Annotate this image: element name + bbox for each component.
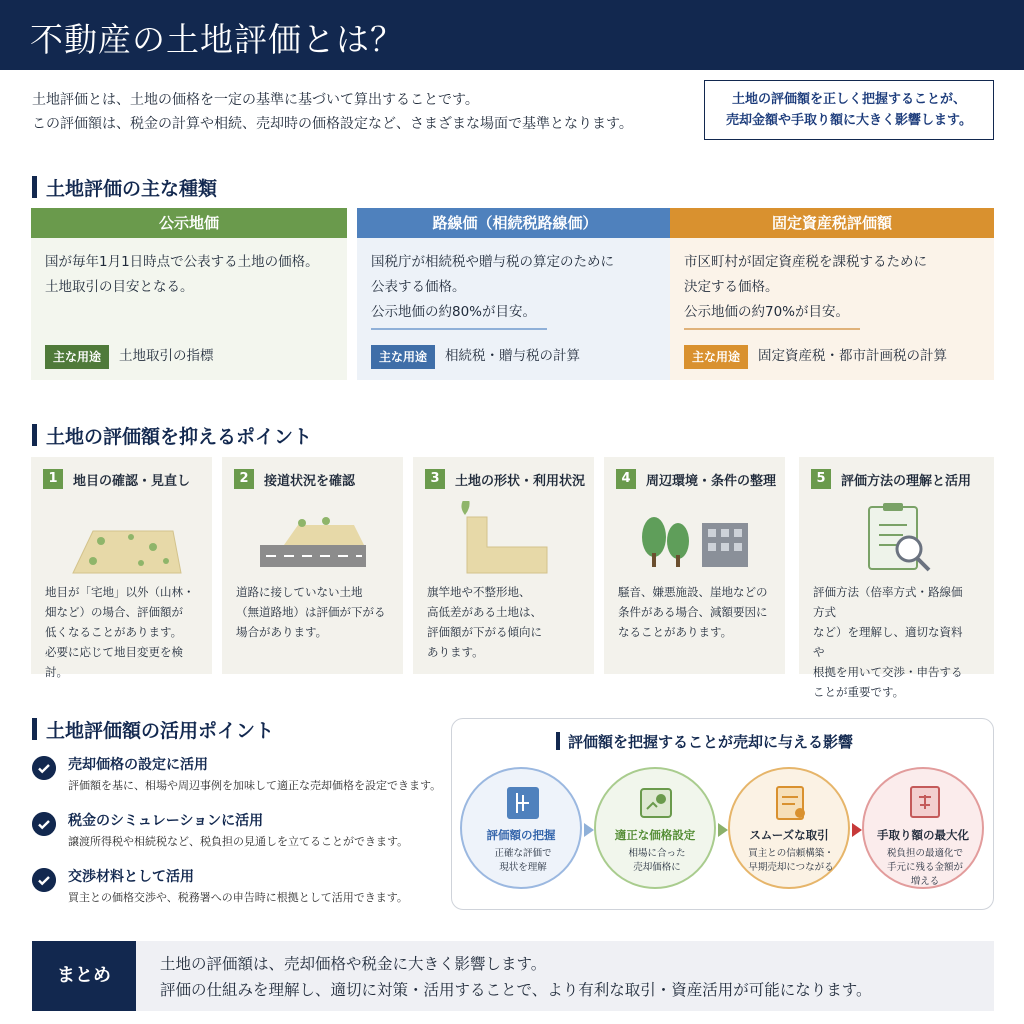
type-card-line: 公示地価の約70%が目安。: [684, 304, 850, 320]
point-card-land-shape: [413, 457, 594, 674]
point-card-title: 地目の確認・見直し: [73, 473, 191, 489]
type-card-body: [670, 238, 994, 380]
page-header: [0, 0, 1024, 70]
callout-line-1: 土地の評価額を正しく把握することが、: [731, 92, 966, 107]
impact-step-desc: [468, 847, 578, 875]
accent-underline: [684, 328, 860, 330]
map-document-icon: [503, 783, 543, 823]
usage-tag: 主な用途: [371, 345, 435, 369]
point-card-title: 評価方法の理解と活用: [841, 473, 972, 489]
point-line: 必要に応じて地目変更を検討。: [45, 645, 183, 679]
use-item-desc: 買主との価格交渉や、税務署への申告時に根拠として活用できます。: [68, 891, 408, 904]
type-card-body: [31, 238, 347, 380]
point-line: なることがあります。: [618, 625, 733, 639]
impact-step-understand: [460, 767, 582, 889]
page-title: 不動産の土地評価とは？: [30, 20, 404, 59]
impact-step-title: 評価額の把握: [486, 828, 556, 842]
type-card-title: 公示地価: [31, 208, 347, 238]
point-line: あります。: [427, 645, 484, 659]
flow-arrow-icon: [584, 823, 594, 837]
point-number-badge: 5: [811, 469, 831, 489]
impact-title: 評価額を把握することが売却に与える影響: [556, 731, 853, 752]
land-plot-icon: [31, 501, 212, 585]
intro-text: [32, 88, 633, 136]
intro-line-2: この評価額は、税金の計算や相続、売却時の価格設定など、さまざまな場面で基準となります。: [32, 116, 633, 132]
summary-line-1: 土地の評価額は、売却価格や税金に大きく影響します。: [160, 955, 547, 973]
type-card-title: 固定資産税評価額: [670, 208, 994, 238]
impact-step-line: 正確な評価で: [494, 848, 552, 859]
contract-icon: [771, 783, 811, 823]
type-card-line: 公示地価の約80%が目安。: [371, 304, 537, 320]
type-card-line: 国税庁が相続税や贈与税の算定のために: [371, 254, 614, 270]
type-card-body: [357, 238, 673, 380]
point-card-title: 接道状況を確認: [264, 473, 356, 489]
trees-and-building-icon: [604, 501, 785, 585]
point-number-badge: 1: [43, 469, 63, 489]
point-card-header: [43, 469, 190, 489]
point-line: 地目が「宅地」以外（山林・: [45, 585, 195, 599]
type-card-line: 決定する価格。: [684, 279, 779, 295]
usage-tag: 主な用途: [45, 345, 109, 369]
money-document-icon: [905, 783, 945, 823]
impact-step-pricing: [594, 767, 716, 889]
callout-line-2: 売却金額や手取り額に大きく影響します。: [726, 113, 972, 128]
summary-label: まとめ: [32, 941, 136, 1011]
point-line: など）を理解し、適切な資料や: [813, 625, 963, 659]
point-line: 低くなることがあります。: [45, 625, 183, 639]
price-map-icon: [637, 783, 677, 823]
type-card-line: 土地取引の目安となる。: [45, 279, 194, 295]
uses-section-title: 土地評価額の活用ポイント: [32, 716, 274, 743]
point-line: 場合があります。: [236, 625, 328, 639]
impact-step-line: 税負担の最適化で: [886, 848, 963, 859]
impact-step-line: 早期売却につながる: [748, 862, 834, 873]
intro-line-1: 土地評価とは、土地の価格を一定の基準に基づいて算出することです。: [32, 92, 479, 108]
point-card-road-access: [222, 457, 403, 674]
usage-tag: 主な用途: [684, 345, 748, 369]
point-card-text: [236, 582, 396, 642]
usage-text: 固定資産税・都市計画税の計算: [758, 348, 948, 364]
point-number-badge: 2: [234, 469, 254, 489]
impact-step-desc: [870, 847, 980, 889]
road-access-icon: [222, 501, 403, 585]
use-item-desc: 譲渡所得税や相続税など、税負担の見通しを立てることができます。: [68, 835, 409, 848]
summary-text: [160, 951, 871, 1003]
impact-step-smooth-deal: [728, 767, 850, 889]
impact-step-title: 手取り額の最大化: [877, 828, 969, 842]
summary-line-2: 評価の仕組みを理解し、適切に対策・活用することで、より有利な取引・資産活用が可能になります。: [160, 981, 872, 999]
point-line: ことが重要です。: [813, 685, 905, 699]
flow-arrow-icon: [852, 823, 862, 837]
type-card-usage: [371, 344, 580, 369]
type-card-route-price: [357, 208, 673, 380]
point-card-land-category: [31, 457, 212, 679]
point-card-header: [811, 469, 971, 489]
impact-step-line: 売却価格に: [633, 862, 681, 873]
point-number-badge: 3: [425, 469, 445, 489]
point-card-header: [616, 469, 776, 489]
point-card-title: 周辺環境・条件の整理: [646, 473, 777, 489]
type-card-usage: [684, 344, 947, 369]
points-section-title: 土地の評価額を抑えるポイント: [32, 422, 312, 449]
point-line: 高低差がある土地は、: [427, 605, 542, 619]
point-line: 道路に接していない土地: [236, 585, 363, 599]
check-circle-icon: [32, 812, 56, 836]
point-card-header: [425, 469, 585, 489]
point-line: 評価方法（倍率方式・路線価方式: [813, 585, 963, 619]
impact-step-title: スムーズな取引: [749, 828, 829, 842]
type-card-fixed-asset: [670, 208, 994, 380]
point-card-text: [618, 582, 778, 642]
types-section-title: 土地評価の主な種類: [32, 174, 217, 201]
point-line: 騒音、嫌悪施設、崖地などの: [618, 585, 768, 599]
use-item-desc: 評価額を基に、相場や周辺事例を加味して適正な売却価格を設定できます。: [68, 779, 442, 792]
impact-step-line: 現状を理解: [499, 862, 547, 873]
use-item-title: 税金のシミュレーションに活用: [68, 813, 264, 829]
impact-step-line: 買主との信頼構築・: [748, 848, 834, 859]
point-card-environment: [604, 457, 785, 674]
clipboard-magnifier-icon: [799, 501, 994, 585]
impact-step-maximize-proceeds: [862, 767, 984, 889]
point-number-badge: 4: [616, 469, 636, 489]
impact-step-line: 増える: [910, 876, 940, 887]
flow-arrow-icon: [718, 823, 728, 837]
impact-step-line: 手元に残る金額が: [886, 862, 963, 873]
use-item-title: 交渉材料として活用: [68, 869, 194, 885]
point-card-header: [234, 469, 355, 489]
point-card-text: [813, 582, 973, 702]
point-line: 畑など）の場合、評価額が: [45, 605, 183, 619]
point-line: （無道路地）は評価が下がる: [236, 605, 386, 619]
type-card-line: 公表する価格。: [371, 279, 466, 295]
point-card-text: [427, 582, 587, 662]
point-card-evaluation-method: [799, 457, 994, 699]
impact-step-title: 適正な価格設定: [614, 828, 696, 842]
type-card-usage: [45, 344, 214, 369]
impact-step-desc: [602, 847, 712, 875]
type-card-public-price: [31, 208, 347, 380]
flag-lot-icon: [413, 501, 594, 585]
impact-step-line: 相場に合った: [628, 848, 686, 859]
point-line: 評価額が下がる傾向に: [427, 625, 542, 639]
usage-text: 土地取引の指標: [119, 348, 214, 364]
type-card-line: 国が毎年1月1日時点で公表する土地の価格。: [45, 254, 319, 270]
point-card-title: 土地の形状・利用状況: [455, 473, 586, 489]
point-line: 旗竿地や不整形地、: [427, 585, 531, 599]
point-line: 条件がある場合、減額要因に: [618, 605, 768, 619]
type-card-title: 路線価（相続税路線価）: [357, 208, 673, 238]
point-card-text: [45, 582, 205, 682]
accent-underline: [371, 328, 547, 330]
check-circle-icon: [32, 756, 56, 780]
callout-box: [704, 80, 994, 140]
impact-step-desc: [736, 847, 846, 875]
type-card-line: 市区町村が固定資産税を課税するために: [684, 254, 927, 270]
impact-flow-box: [451, 718, 994, 910]
usage-text: 相続税・贈与税の計算: [445, 348, 581, 364]
check-circle-icon: [32, 868, 56, 892]
point-line: 根拠を用いて交渉・申告する: [813, 665, 963, 679]
use-item-title: 売却価格の設定に活用: [68, 757, 208, 773]
summary-box: [32, 941, 994, 1011]
